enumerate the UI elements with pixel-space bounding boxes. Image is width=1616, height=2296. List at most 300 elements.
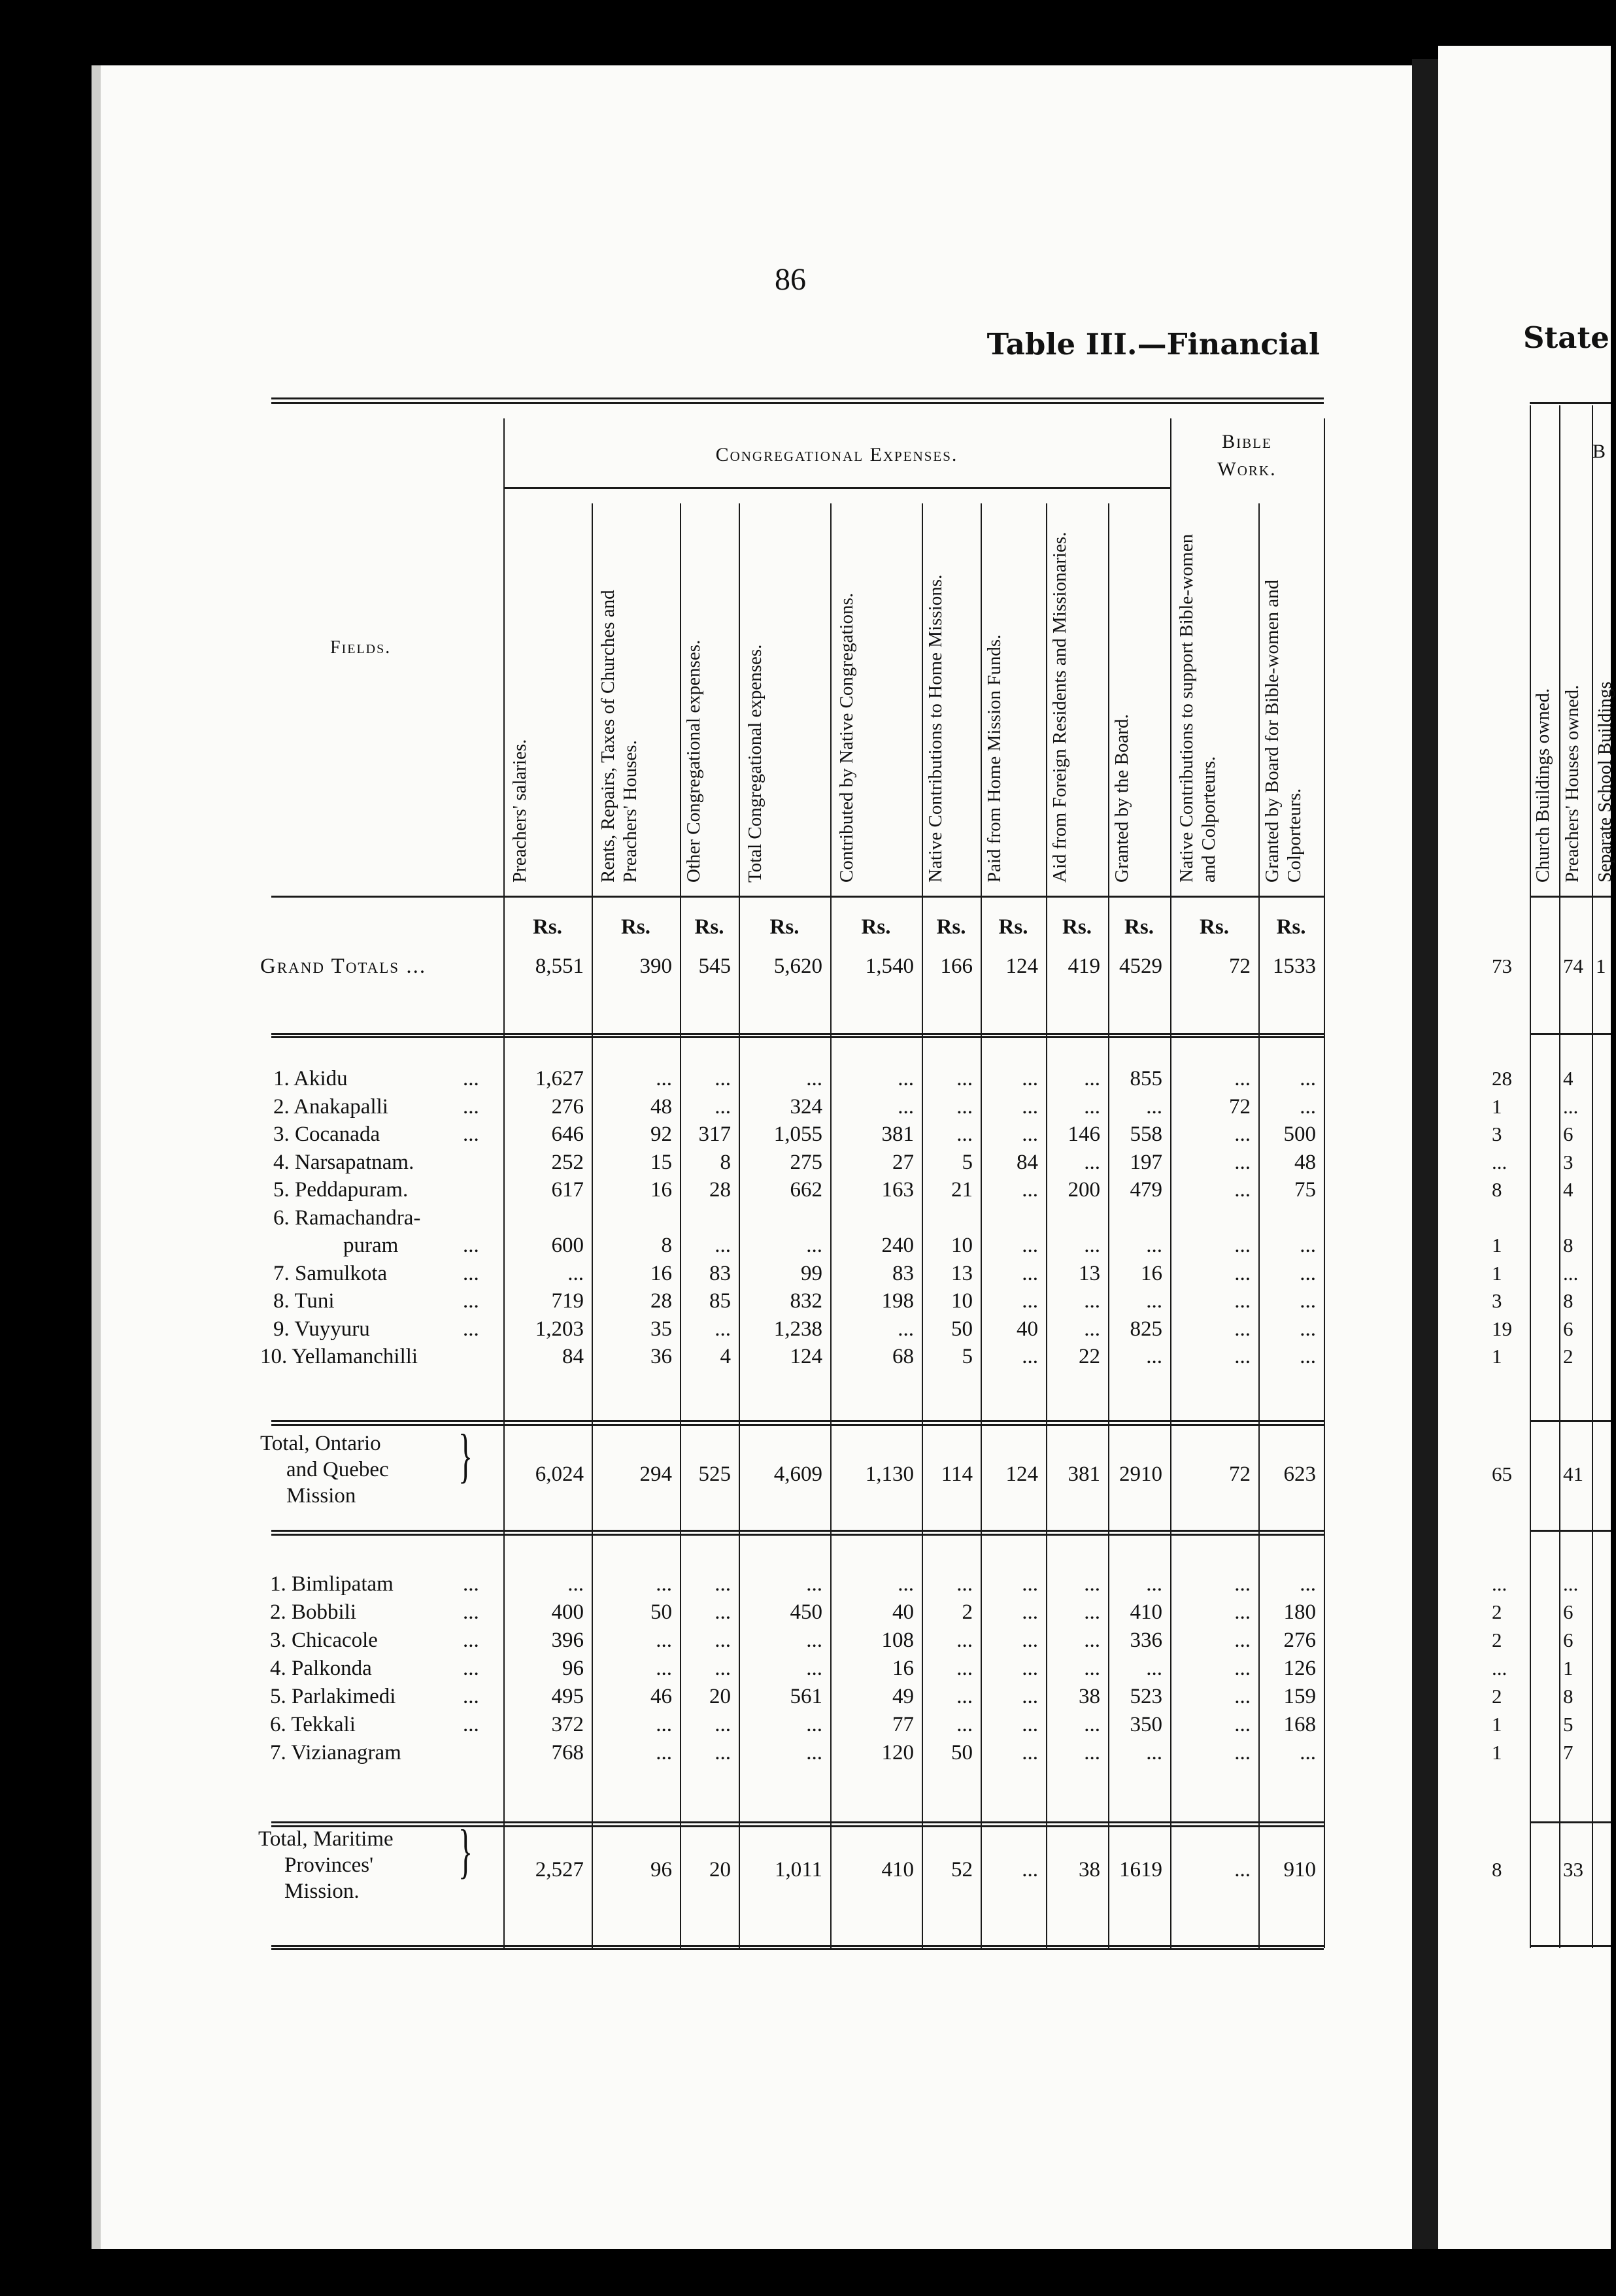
table-cell: ... — [1234, 1345, 1251, 1368]
field-name: 7. Vizianagram — [270, 1741, 401, 1764]
field-dots: ... — [463, 1713, 479, 1736]
right-cell: 2 — [1492, 1600, 1502, 1623]
table-cell: 450 — [790, 1600, 822, 1624]
field-dots: ... — [463, 1600, 479, 1624]
table-cell: ... — [806, 1741, 822, 1764]
table-cell: 276 — [1283, 1629, 1316, 1652]
field-name: 2. Bobbili — [270, 1600, 357, 1624]
table-cell: 108 — [881, 1629, 914, 1652]
header-bible-work-line2: Work. — [1217, 458, 1277, 480]
table-cell: 1,203 — [535, 1317, 584, 1341]
unit-label: Rs. — [936, 915, 966, 939]
right-cell: 2 — [1563, 1345, 1574, 1368]
table-cell: ... — [715, 1657, 731, 1680]
right-cell: 3 — [1563, 1150, 1574, 1173]
field-dots: ... — [463, 1289, 479, 1313]
column-header: Total Congregational expenses. — [745, 644, 766, 883]
column-rule — [1530, 405, 1531, 1948]
grand-total-cell: 419 — [1068, 954, 1100, 978]
table-cell: ... — [806, 1713, 822, 1736]
field-name: 3. Chicacole — [270, 1629, 378, 1652]
table-rule — [271, 896, 1324, 898]
table-cell: ... — [715, 1713, 731, 1736]
grand-total-cell: 1533 — [1273, 954, 1316, 978]
field-name: 6. Ramachandra- — [273, 1206, 421, 1230]
table-cell: 832 — [790, 1289, 822, 1313]
table-cell: ... — [1022, 1600, 1038, 1624]
table-cell: ... — [1084, 1741, 1100, 1764]
right-cell: 8 — [1563, 1234, 1574, 1257]
maritime-total-label-1: Total, Maritime — [258, 1827, 394, 1851]
total-cell: 1,130 — [865, 1462, 914, 1486]
table-cell: 48 — [650, 1094, 672, 1119]
unit-label: Rs. — [1276, 915, 1306, 939]
right-cell: 1 — [1492, 1345, 1502, 1368]
grand-total-cell: 166 — [940, 954, 973, 978]
right-cell: 41 — [1563, 1462, 1583, 1485]
total-cell: 96 — [650, 1858, 672, 1882]
right-cell: 8 — [1563, 1289, 1574, 1312]
column-rule — [1258, 503, 1260, 1948]
table-cell: ... — [715, 1572, 731, 1596]
header-fields: Fields. — [330, 637, 392, 658]
table-cell: 72 — [1229, 1094, 1251, 1119]
table-cell: 180 — [1283, 1600, 1316, 1624]
right-cell: 33 — [1563, 1858, 1583, 1881]
right-column-header: Separate School Buildings — [1594, 681, 1615, 883]
table-cell: 16 — [650, 1178, 672, 1202]
table-cell: 495 — [551, 1685, 584, 1708]
table-cell: ... — [1300, 1234, 1316, 1257]
table-cell: 85 — [709, 1289, 731, 1313]
table-cell: ... — [806, 1657, 822, 1680]
column-header: Rents, Repairs, Taxes of Churches and Preachers' Houses. — [598, 590, 641, 883]
table-cell: 50 — [951, 1317, 973, 1341]
total-cell: 410 — [881, 1858, 914, 1882]
table-cell: ... — [956, 1094, 973, 1119]
table-cell: 400 — [551, 1600, 584, 1624]
field-name: 4. Narsapatnam. — [273, 1150, 414, 1174]
field-dots: ... — [463, 1572, 479, 1596]
column-rule — [1324, 418, 1325, 1948]
table-cell: 662 — [790, 1178, 822, 1202]
column-header: Native Contributions to support Bible-women and Colporteurs. — [1176, 533, 1219, 883]
table-cell: ... — [956, 1685, 973, 1708]
table-cell: 5 — [962, 1150, 973, 1174]
table-cell: 163 — [881, 1178, 914, 1202]
column-rule — [1170, 418, 1171, 1948]
table-cell: 77 — [892, 1713, 914, 1736]
right-cell: 2 — [1492, 1685, 1502, 1708]
table-cell: 40 — [1017, 1317, 1038, 1341]
table-cell: ... — [1234, 1685, 1251, 1708]
table-cell: 49 — [892, 1685, 914, 1708]
table-cell: ... — [567, 1572, 584, 1596]
column-rule — [680, 503, 681, 1948]
table-cell: 410 — [1130, 1600, 1162, 1624]
field-name: 6. Tekkali — [270, 1713, 356, 1736]
table-cell: 84 — [562, 1345, 584, 1368]
right-cell: 3 — [1492, 1289, 1502, 1312]
field-name: puram — [343, 1234, 399, 1257]
table-cell: 558 — [1130, 1123, 1162, 1146]
table-cell: ... — [1022, 1345, 1038, 1368]
table-cell: ... — [1146, 1741, 1162, 1764]
table-rule — [1530, 1821, 1611, 1823]
table-rule — [271, 1530, 1324, 1532]
right-cell: 1 — [1596, 954, 1606, 977]
header-right-group: B — [1592, 441, 1607, 462]
unit-label: Rs. — [694, 915, 724, 939]
page-number: 86 — [775, 262, 806, 297]
right-cell: 28 — [1492, 1067, 1512, 1090]
table-cell: ... — [1146, 1094, 1162, 1119]
table-cell: 479 — [1130, 1178, 1162, 1202]
table-cell: 126 — [1283, 1657, 1316, 1680]
unit-label: Rs. — [621, 915, 650, 939]
right-cell: 1 — [1492, 1713, 1502, 1736]
brace: } — [458, 1422, 473, 1489]
table-cell: ... — [1022, 1713, 1038, 1736]
table-rule — [1530, 1033, 1611, 1035]
table-rule — [271, 1825, 1324, 1827]
table-cell: ... — [1234, 1178, 1251, 1202]
table-cell: ... — [656, 1741, 672, 1764]
column-rule — [981, 503, 982, 1948]
table-cell: ... — [956, 1123, 973, 1146]
table-cell: ... — [1234, 1317, 1251, 1341]
table-cell: ... — [656, 1067, 672, 1090]
table-cell: ... — [1084, 1600, 1100, 1624]
column-header: Native Contributions to Home Missions. — [925, 574, 946, 883]
table-rule — [271, 1036, 1324, 1038]
field-name: 5. Peddapuram. — [273, 1178, 409, 1202]
table-cell: 48 — [1294, 1150, 1316, 1174]
table-cell: ... — [1084, 1067, 1100, 1090]
total-cell: ... — [1022, 1858, 1038, 1882]
table-cell: ... — [806, 1629, 822, 1652]
field-dots: ... — [463, 1317, 479, 1341]
table-cell: 46 — [650, 1685, 672, 1708]
grand-total-cell: 5,620 — [773, 954, 822, 978]
book-gutter — [1412, 59, 1438, 2249]
unit-label: Rs. — [1124, 915, 1154, 939]
table-cell: 350 — [1130, 1713, 1162, 1736]
table-cell: 200 — [1068, 1178, 1100, 1202]
field-dots: ... — [463, 1261, 479, 1285]
right-cell: 1 — [1492, 1094, 1502, 1118]
table-cell: 317 — [698, 1123, 731, 1146]
right-cell: 74 — [1563, 954, 1583, 977]
right-cell: 6 — [1563, 1629, 1574, 1651]
grand-total-cell: 4529 — [1119, 954, 1162, 978]
table-cell: ... — [1300, 1345, 1316, 1368]
table-cell: 252 — [551, 1150, 584, 1174]
table-cell: 120 — [881, 1741, 914, 1764]
table-cell: ... — [1084, 1234, 1100, 1257]
table-cell: ... — [715, 1600, 731, 1624]
table-cell: 27 — [892, 1150, 914, 1174]
right-cell: 65 — [1492, 1462, 1512, 1485]
table-cell: 38 — [1079, 1685, 1100, 1708]
table-cell: ... — [1234, 1067, 1251, 1090]
total-cell: 72 — [1229, 1462, 1251, 1486]
table-rule — [271, 1948, 1324, 1950]
table-cell: 28 — [709, 1178, 731, 1202]
table-cell: 5 — [962, 1345, 973, 1368]
right-cell: ... — [1492, 1657, 1507, 1680]
table-cell: ... — [1234, 1123, 1251, 1146]
table-cell: 600 — [551, 1234, 584, 1257]
table-cell: ... — [956, 1067, 973, 1090]
table-cell: ... — [715, 1094, 731, 1119]
table-cell: 84 — [1017, 1150, 1038, 1174]
table-cell: ... — [1084, 1289, 1100, 1313]
table-cell: ... — [956, 1572, 973, 1596]
table-cell: ... — [656, 1572, 672, 1596]
unit-label: Rs. — [998, 915, 1028, 939]
column-rule — [830, 503, 832, 1948]
table-cell: 617 — [551, 1178, 584, 1202]
column-header: Granted by Board for Bible-women and Colporteurs. — [1262, 579, 1305, 883]
field-name: 3. Cocanada — [273, 1123, 380, 1146]
table-cell: ... — [1146, 1289, 1162, 1313]
right-cell: ... — [1492, 1150, 1507, 1173]
table-cell: ... — [1300, 1289, 1316, 1313]
table-cell: ... — [1022, 1657, 1038, 1680]
table-cell: 240 — [881, 1234, 914, 1257]
table-cell: 396 — [551, 1629, 584, 1652]
table-cell: ... — [1084, 1713, 1100, 1736]
table-cell: ... — [1234, 1150, 1251, 1174]
right-cell: 19 — [1492, 1317, 1512, 1340]
table-cell: 8 — [720, 1150, 731, 1174]
table-cell: ... — [656, 1713, 672, 1736]
column-rule — [1108, 503, 1109, 1948]
grand-totals-label: Grand Totals ... — [260, 954, 427, 978]
unit-label: Rs. — [533, 915, 562, 939]
total-cell: 2,527 — [535, 1858, 584, 1882]
table-rule — [1530, 896, 1611, 898]
column-rule — [503, 418, 505, 1948]
table-cell: 372 — [551, 1713, 584, 1736]
right-cell: ... — [1563, 1261, 1579, 1285]
column-rule — [739, 503, 740, 1948]
page-edge-shadow — [92, 65, 101, 2249]
table-cell: ... — [1022, 1067, 1038, 1090]
table-rule — [1530, 1420, 1611, 1422]
column-header: Aid from Foreign Residents and Missionaries. — [1049, 532, 1070, 883]
table-cell: 1,238 — [773, 1317, 822, 1341]
field-dots: ... — [463, 1657, 479, 1680]
table-rule — [271, 397, 1324, 399]
table-rule — [271, 1945, 1324, 1947]
total-cell: 38 — [1079, 1858, 1100, 1882]
table-cell: 21 — [951, 1178, 973, 1202]
table-cell: ... — [1022, 1234, 1038, 1257]
maritime-total-label-3: Mission. — [284, 1880, 360, 1903]
field-name: 9. Vuyyuru — [273, 1317, 370, 1341]
column-rule — [592, 503, 593, 1948]
field-dots: ... — [463, 1094, 479, 1119]
table-rule — [271, 402, 1324, 404]
table-cell: ... — [1022, 1094, 1038, 1119]
table-cell: ... — [715, 1741, 731, 1764]
table-cell: ... — [1234, 1289, 1251, 1313]
table-cell: ... — [1084, 1150, 1100, 1174]
ontario-total-label-2: and Quebec — [286, 1458, 389, 1481]
table-cell: 83 — [709, 1261, 731, 1285]
table-cell: ... — [1022, 1629, 1038, 1652]
total-cell: 6,024 — [535, 1462, 584, 1486]
field-name: 4. Palkonda — [270, 1657, 372, 1680]
table-cell: ... — [1022, 1178, 1038, 1202]
right-cell: 1 — [1492, 1741, 1502, 1764]
table-cell: 855 — [1130, 1067, 1162, 1090]
total-cell: 294 — [639, 1462, 672, 1486]
table-cell: 36 — [650, 1345, 672, 1368]
table-cell: ... — [1300, 1067, 1316, 1090]
table-cell: ... — [1300, 1094, 1316, 1119]
table-cell: ... — [1022, 1289, 1038, 1313]
table-cell: 10 — [951, 1234, 973, 1257]
right-cell: ... — [1563, 1572, 1579, 1595]
total-cell: 124 — [1005, 1462, 1038, 1486]
table-cell: ... — [898, 1572, 914, 1596]
table-cell: 20 — [709, 1685, 731, 1708]
table-cell: 719 — [551, 1289, 584, 1313]
table-cell: 275 — [790, 1150, 822, 1174]
table-cell: ... — [1084, 1094, 1100, 1119]
table-cell: ... — [715, 1317, 731, 1341]
table-cell: 28 — [650, 1289, 672, 1313]
table-rule — [1530, 1530, 1611, 1532]
field-name: 7. Samulkota — [273, 1261, 388, 1285]
table-cell: ... — [1022, 1123, 1038, 1146]
table-cell: 500 — [1283, 1123, 1316, 1146]
field-name: 10. Yellamanchilli — [260, 1345, 418, 1368]
table-cell: ... — [1300, 1317, 1316, 1341]
table-title: Table III.—Financial — [986, 327, 1320, 362]
table-cell: 92 — [650, 1123, 672, 1146]
table-cell: 159 — [1283, 1685, 1316, 1708]
right-cell: 2 — [1492, 1629, 1502, 1651]
table-cell: ... — [1234, 1234, 1251, 1257]
table-cell: ... — [1084, 1629, 1100, 1652]
table-cell: 324 — [790, 1094, 822, 1119]
right-cell: 6 — [1563, 1123, 1574, 1145]
table-title-continued: State — [1523, 320, 1609, 355]
right-cell: 1 — [1492, 1234, 1502, 1257]
table-cell: ... — [1084, 1317, 1100, 1341]
table-cell: ... — [1084, 1657, 1100, 1680]
table-cell: ... — [1234, 1713, 1251, 1736]
column-header: Other Congregational expenses. — [683, 639, 704, 883]
grand-total-cell: 545 — [698, 954, 731, 978]
grand-total-cell: 8,551 — [535, 954, 584, 978]
total-cell: 910 — [1283, 1858, 1316, 1882]
column-rule — [1559, 405, 1560, 1948]
unit-label: Rs. — [861, 915, 891, 939]
table-cell: 35 — [650, 1317, 672, 1341]
table-cell: ... — [956, 1713, 973, 1736]
table-cell: 168 — [1283, 1713, 1316, 1736]
table-cell: ... — [1022, 1572, 1038, 1596]
total-cell: 114 — [941, 1462, 973, 1486]
table-rule — [271, 1420, 1324, 1422]
field-dots: ... — [463, 1234, 479, 1257]
table-cell: ... — [806, 1234, 822, 1257]
table-rule — [503, 487, 1170, 489]
table-rule — [271, 1033, 1324, 1035]
table-cell: ... — [1022, 1685, 1038, 1708]
table-cell: ... — [1300, 1261, 1316, 1285]
table-rule — [1530, 402, 1611, 404]
table-cell: ... — [1022, 1261, 1038, 1285]
table-cell: ... — [1084, 1572, 1100, 1596]
right-cell: 3 — [1492, 1123, 1502, 1145]
total-cell: 1619 — [1119, 1858, 1162, 1882]
table-cell: ... — [1146, 1345, 1162, 1368]
table-cell: ... — [1234, 1261, 1251, 1285]
right-cell: 8 — [1492, 1178, 1502, 1201]
table-cell: ... — [567, 1261, 584, 1285]
table-cell: 825 — [1130, 1317, 1162, 1341]
table-cell: ... — [898, 1317, 914, 1341]
field-name: 8. Tuni — [273, 1289, 335, 1313]
table-cell: 523 — [1130, 1685, 1162, 1708]
table-rule — [1530, 1945, 1611, 1947]
table-cell: 16 — [1141, 1261, 1162, 1285]
column-header: Preachers' salaries. — [509, 739, 530, 883]
column-rule — [1592, 405, 1593, 1948]
maritime-total-label-2: Provinces' — [284, 1853, 374, 1877]
table-cell: ... — [1300, 1572, 1316, 1596]
table-rule — [271, 1821, 1324, 1823]
table-cell: 99 — [801, 1261, 822, 1285]
table-cell: ... — [715, 1629, 731, 1652]
table-cell: ... — [1146, 1572, 1162, 1596]
table-cell: ... — [1300, 1741, 1316, 1764]
field-dots: ... — [463, 1685, 479, 1708]
table-rule — [271, 1534, 1324, 1536]
table-cell: ... — [1234, 1572, 1251, 1596]
field-name: 1. Bimlipatam — [270, 1572, 394, 1596]
table-cell: ... — [1234, 1741, 1251, 1764]
field-dots: ... — [463, 1067, 479, 1090]
table-cell: 50 — [650, 1600, 672, 1624]
table-cell: 13 — [951, 1261, 973, 1285]
column-header: Paid from Home Mission Funds. — [984, 634, 1005, 883]
ontario-total-label-1: Total, Ontario — [260, 1432, 381, 1455]
total-cell: 623 — [1283, 1462, 1316, 1486]
table-cell: ... — [656, 1629, 672, 1652]
table-cell: ... — [956, 1629, 973, 1652]
table-cell: 276 — [551, 1094, 584, 1119]
unit-label: Rs. — [1200, 915, 1229, 939]
total-cell: 52 — [951, 1858, 973, 1882]
right-cell: 6 — [1563, 1600, 1574, 1623]
right-cell: 4 — [1563, 1067, 1574, 1090]
table-cell: ... — [1234, 1600, 1251, 1624]
ontario-total-label-3: Mission — [286, 1484, 356, 1508]
table-cell: 15 — [650, 1150, 672, 1174]
table-cell: 96 — [562, 1657, 584, 1680]
total-cell: 525 — [698, 1462, 731, 1486]
column-header: Contributed by Native Congregations. — [836, 593, 857, 883]
table-cell: 68 — [892, 1345, 914, 1368]
right-page — [1438, 46, 1611, 2249]
